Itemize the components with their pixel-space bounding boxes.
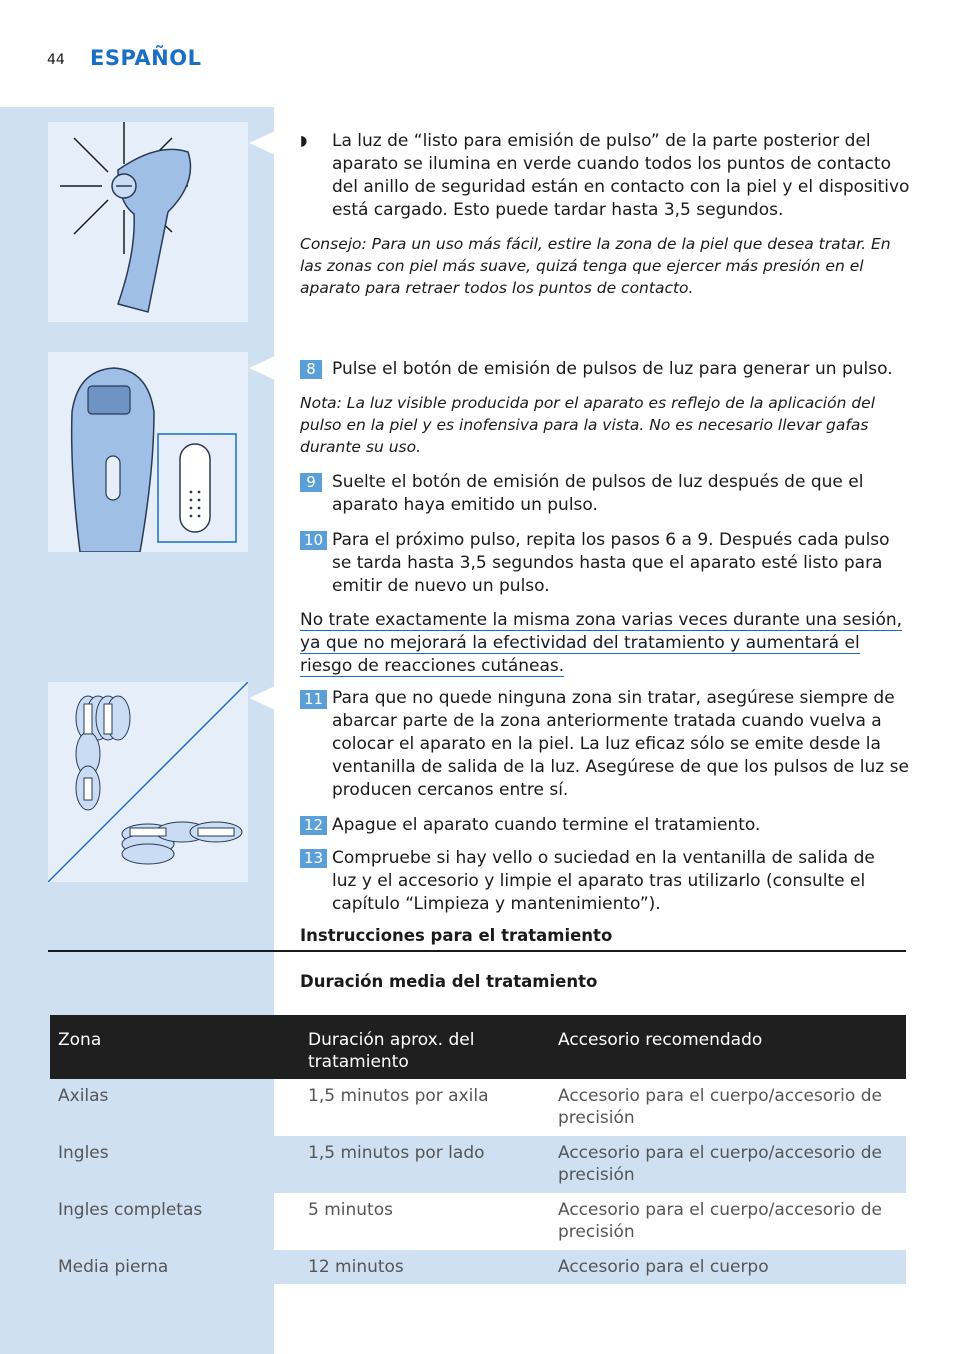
step-number-badge: 10 — [300, 530, 327, 550]
step-text: Para que no quede ninguna zona sin tratar, asegúrese siempre de abarcar parte de la zona anteriormente tratada cuando vuelva a colocar el aparato en la piel. La luz eficaz sólo se emite desde la ventanilla de salida de la luz. Asegúrese de que los pulsos de luz se producen cercanos entre sí. — [332, 688, 909, 800]
table-row — [50, 1079, 906, 1136]
device-flash-illustration — [48, 122, 248, 322]
figure-pointer — [249, 131, 275, 155]
subsection-heading: Duración media del tratamiento — [300, 972, 598, 991]
step-text: Apague el aparato cuando termine el tratamiento. — [332, 815, 761, 835]
table-cell: Media pierna — [50, 1250, 300, 1284]
table-cell: Accesorio para el cuerpo/accesorio de precisión — [558, 1086, 882, 1128]
bullet-icon: ◗ — [300, 133, 308, 149]
table-cell: 5 minutos — [308, 1200, 393, 1220]
table-cell: Accesorio para el cuerpo — [550, 1250, 906, 1284]
table-row — [50, 1250, 906, 1284]
device-button-illustration — [48, 352, 248, 552]
figure-pointer — [249, 686, 275, 710]
figure-pointer — [249, 356, 275, 380]
step-number-badge: 11 — [300, 689, 327, 709]
step-text: Pulse el botón de emisión de pulsos de luz para generar un pulso. — [332, 359, 893, 379]
step-number-badge: 13 — [300, 848, 327, 868]
section-heading: Instrucciones para el tratamiento — [300, 926, 613, 945]
table-cell: Axilas — [58, 1086, 109, 1106]
column-header: Accesorio recomendado — [550, 1015, 906, 1079]
table-cell: Accesorio para el cuerpo/accesorio de precisión — [558, 1200, 882, 1242]
step-text: Para el próximo pulso, repita los pasos 6 a 9. Después cada pulso se tarda hasta 3,5 segundos hasta que el aparato esté listo para emitir de nuevo un pulso. — [332, 530, 890, 596]
page-number: 44 — [47, 52, 65, 68]
section-divider — [48, 950, 906, 952]
step-text: Compruebe si hay vello o suciedad en la ventanilla de salida de luz y el accesorio y limpie el aparato tras utilizarlo (consulte el capítulo “Limpieza y mantenimiento”). — [332, 848, 875, 914]
table-row — [50, 1193, 906, 1250]
column-header: Duración aprox. del tratamiento — [300, 1015, 550, 1079]
table-cell: Ingles — [50, 1136, 300, 1193]
treatment-duration-table — [50, 1015, 906, 1284]
warning-text: No trate exactamente la misma zona varias veces durante una sesión, ya que no mejorará la efectividad del tratamiento y aumentará el riesgo de reacciones cutáneas. — [300, 610, 903, 676]
step-number-badge: 12 — [300, 815, 327, 835]
table-cell: Ingles completas — [58, 1200, 203, 1220]
step-text: Suelte el botón de emisión de pulsos de luz después de que el aparato haya emitido un pulso. — [332, 472, 864, 515]
table-cell: 12 minutos — [300, 1250, 550, 1284]
tip-text: Consejo: Para un uso más fácil, estire la zona de la piel que desea tratar. En las zonas con piel más suave, quizá tenga que ejercer más presión en el aparato para retraer todos los puntos de contacto. — [300, 235, 891, 297]
step-number-badge: 8 — [300, 359, 322, 379]
table-cell: 1,5 minutos por lado — [300, 1136, 550, 1193]
table-row — [50, 1136, 906, 1193]
step-number-badge: 9 — [300, 472, 322, 492]
note-text: Nota: La luz visible producida por el aparato es reflejo de la aplicación del pulso en la piel y es inofensiva para la vista. No es necesario llevar gafas durante su uso. — [300, 394, 876, 456]
table-header-row — [50, 1015, 906, 1079]
bullet-paragraph: La luz de “listo para emisión de pulso” de la parte posterior del aparato se ilumina en verde cuando todos los puntos de contacto del anillo de seguridad están en contacto con la piel y el dispositivo está cargado. Esto puede tardar hasta 3,5 segundos. — [332, 131, 910, 220]
table-cell: Accesorio para el cuerpo/accesorio de precisión — [550, 1136, 906, 1193]
column-header: Zona — [50, 1015, 300, 1079]
overlap-pattern-illustration — [48, 682, 248, 882]
table-cell: 1,5 minutos por axila — [308, 1086, 489, 1106]
section-language-title: ESPAÑOL — [90, 46, 202, 70]
